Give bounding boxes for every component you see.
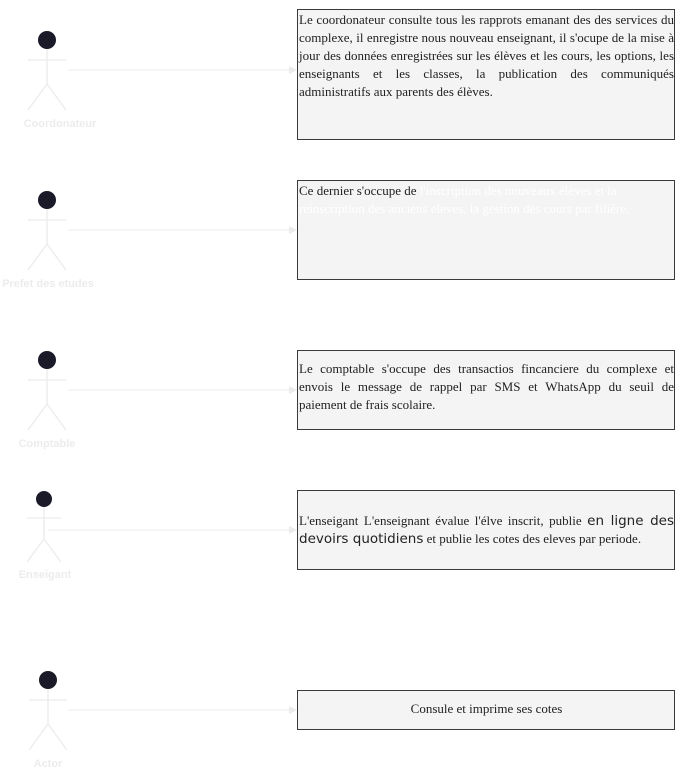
- description-box-prefet: [297, 180, 675, 280]
- actor-head: [39, 671, 57, 689]
- description-box-coordonateur: [297, 9, 675, 140]
- actor-label-actor: Actor: [33, 758, 63, 770]
- actor-prefet: [28, 191, 66, 270]
- description-box-comptable: [297, 350, 675, 430]
- description-text: Le comptable s'occupe des transactios fincanciere du complexe et envois le message de rappel par SMS et WhatsApp du seuil de paiement de frais scolaire.: [299, 361, 674, 412]
- description-text: Le coordonateur consulte tous les rapprots emanant des des services du complexe, il enregistre nous nouveau enseignant, il s'ocupe de la mise à jour des données enregistrées sur les élèves et les cours, les options, les enseignants et les classes, la publication des communiqués administratifs aux parents des élèves.: [299, 12, 674, 99]
- actor-enseignant: [27, 491, 61, 562]
- actor-label-enseignant: Enseigant: [18, 569, 72, 581]
- actor-comptable: [28, 351, 66, 430]
- description-text: Consule et imprime ses cotes: [410, 701, 563, 716]
- description-text-c: et publie les cotes des eleves par periode.: [423, 531, 642, 546]
- actor-head: [38, 191, 56, 209]
- description-box-actor: [297, 690, 675, 730]
- actor-head: [38, 351, 56, 369]
- actor-head: [38, 31, 56, 49]
- description-text-b: en ligne des devoirs quotidiens: [299, 513, 674, 547]
- actor-coordonateur: [28, 31, 66, 110]
- description-text-faint: l'inscription des nouveaux élèves et la reinscription des anciens eleves, la gestion des cours par filière.: [299, 183, 630, 216]
- actor-label-coordonateur: Coordonateur: [23, 118, 97, 130]
- description-text-a: L'enseigant L'enseignant évalue l'élve inscrit, publie: [299, 513, 588, 528]
- description-text-lead: Ce dernier s'occupe de: [299, 183, 420, 198]
- actor-label-comptable: Comptable: [18, 438, 76, 450]
- actor-label-prefet: Prefet des etudes: [2, 278, 94, 290]
- actor-head: [36, 491, 52, 507]
- actor-eleve: [29, 671, 67, 750]
- description-box-enseignant: [297, 490, 675, 570]
